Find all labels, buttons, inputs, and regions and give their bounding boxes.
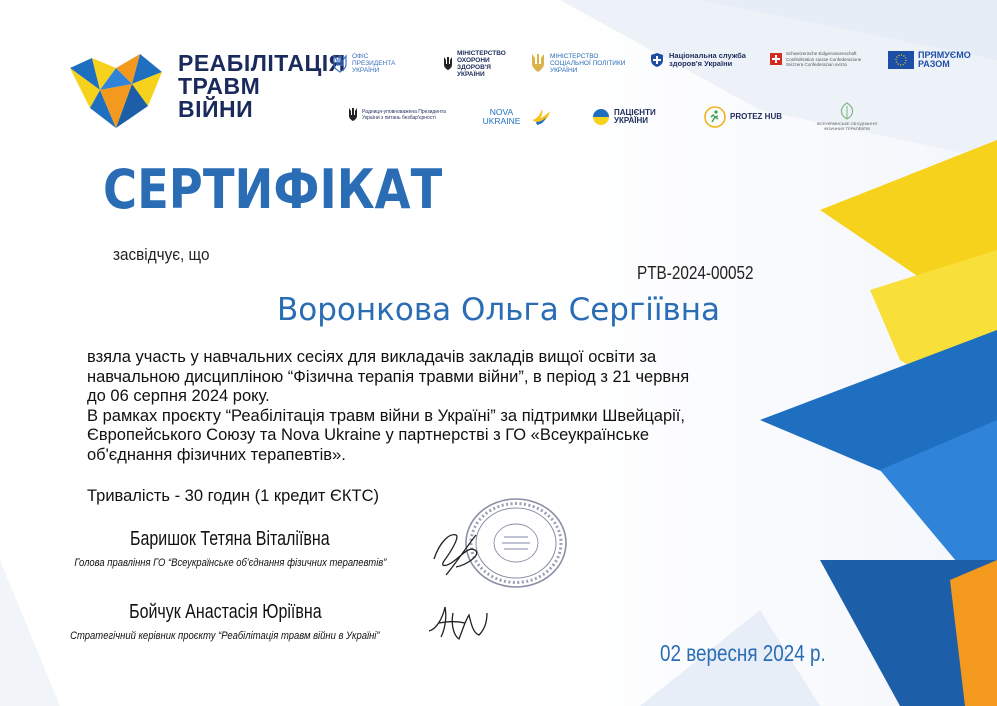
partner-label: PROTEZ HUB <box>730 112 782 121</box>
trident-icon <box>348 107 358 123</box>
partner-patients-ukraine <box>592 108 672 126</box>
signature-1 <box>428 519 488 579</box>
half-circle-icon <box>592 108 610 126</box>
cross-shield-icon <box>649 52 665 68</box>
trident-icon <box>443 56 453 72</box>
brand-line-2: ТРАВМ <box>178 73 261 99</box>
body-line: взяла участь у навчальних сесіях для викладачів закладів вищої освіти за <box>87 348 657 366</box>
partner-label: МІНІСТЕРСТВО СОЦІАЛЬНОЇ ПОЛІТИКИ УКРАЇНИ <box>550 52 626 74</box>
partner-label: Радниця-уповноважена Президента України з питань безбар'єрності <box>362 109 446 121</box>
signer-name: Баришок Тетяна Віталіївна <box>130 528 330 550</box>
partner-president-office <box>332 53 412 74</box>
partner-eu <box>888 51 973 69</box>
body-line: Європейського Союзу та Nova Ukraine у партнерстві з ГО «Всеукраїнське <box>87 426 650 444</box>
swiss-cross-icon <box>770 53 782 65</box>
partner-label: NOVA UKRAINE <box>482 107 521 126</box>
brand-line-1: РЕАБІЛІТАЦІЯ <box>178 50 346 76</box>
brand-logo <box>70 48 346 133</box>
certifies-text: засвідчує, що <box>113 245 210 264</box>
body-line: В рамках проєкту “Реабілітація травм війни в Україні” за підтримки Швейцарії, <box>87 406 685 425</box>
signer-1 <box>20 528 440 571</box>
partner-label: ВСЕУКРАЇНСЬКЕ ОБ'ЄДНАННЯ ФІЗИЧНИХ ТЕРАПЕВТІВ <box>817 121 877 131</box>
duration-text: Тривалість - 30 годин (1 кредит ЄКТС) <box>87 487 380 505</box>
certificate-number: PTB-2024-00052 <box>637 263 754 283</box>
partner-label: Schweizerische Eidgenossenschaft Confédération suisse Confederazione Svizzera Confederaziun svizra <box>786 51 862 67</box>
partner-label: ПАЦІЄНТИ УКРАЇНИ <box>614 107 656 125</box>
partner-physio-union <box>816 101 878 131</box>
partner-nova-ukraine <box>477 106 552 128</box>
partner-protez-hub <box>704 106 784 128</box>
partner-barrier-free <box>348 107 448 123</box>
partner-social-ministry <box>530 52 630 74</box>
signer-2 <box>15 601 435 644</box>
partner-health-ministry <box>443 50 513 78</box>
runner-icon <box>704 106 726 128</box>
eu-flag-icon <box>888 51 914 69</box>
brand-heart-icon <box>70 48 162 130</box>
trident-icon <box>332 54 348 74</box>
partner-nszu <box>649 52 749 68</box>
partner-label: МІНІСТЕРСТВО ОХОРОНИ ЗДОРОВ'Я УКРАЇНИ <box>457 50 506 78</box>
bird-icon <box>530 106 552 128</box>
brand-wordmark <box>178 52 346 121</box>
body-line: об'єднання фізичних терапевтів». <box>87 445 346 464</box>
partner-label: ПРЯМУЄМО РАЗОМ <box>918 50 971 69</box>
signer-role: Голова правління ГО “Всеукраїнське об'єднання фізичних терапевтів” <box>74 557 386 569</box>
partner-label: ОФІС ПРЕЗИДЕНТА УКРАЇНИ <box>352 53 396 74</box>
recipient-name: Воронкова Ольга Сергіївна <box>276 292 721 328</box>
signer-name: Бойчук Анастасія Юріївна <box>128 601 322 623</box>
certificate-body <box>87 348 857 465</box>
signature-2 <box>425 601 495 645</box>
leaf-icon <box>836 101 858 121</box>
certificate-title: СЕРТИФІКАТ <box>103 158 443 221</box>
trident-icon <box>530 52 546 74</box>
body-line: до 06 серпня 2024 року. <box>87 387 270 405</box>
signer-role: Стратегічний керівник проєкту “Реабілітація травм війни в Україні” <box>70 630 380 642</box>
partner-label: Національна служба здоров'я України <box>669 51 746 68</box>
partner-swiss <box>770 51 870 68</box>
brand-line-3: ВІЙНИ <box>178 96 254 122</box>
body-line: навчальною дисципліною “Фізична терапія травми війни”, в період з 21 червня <box>87 367 690 386</box>
issue-date: 02 вересня 2024 р. <box>660 640 826 666</box>
